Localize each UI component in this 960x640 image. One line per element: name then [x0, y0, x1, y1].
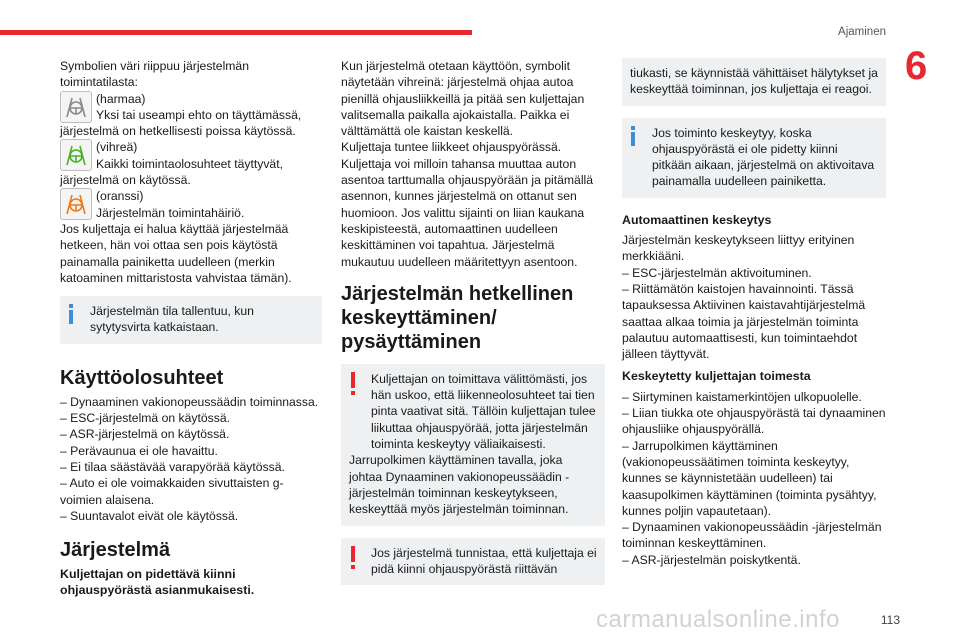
info-note-text: Järjestelmän tila tallentuu, kun sytytysvirta katkaistaan.: [90, 304, 254, 335]
driver-item: – Liian tiukka ote ohjauspyörästä tai dynaaminen ohjausliike ohjauspyörällä.: [622, 406, 886, 437]
driver-item: – Siirtyminen kaistamerkintöjen ulkopuolelle.: [622, 389, 862, 404]
info-icon: [630, 126, 636, 146]
condition-item: – Perävaunua ei ole havaittu.: [60, 443, 218, 458]
steering-lane-icon-grey: [60, 91, 92, 123]
icon-description: Kaikki toimintaolosuhteet täyttyvät,: [96, 156, 283, 171]
condition-item: – Ei tilaa säästävää varapyörää käytössä.: [60, 459, 285, 474]
driver-item: – ASR-järjestelmän poiskytkentä.: [622, 552, 801, 567]
symbol-intro: Symbolien väri riippuu järjestelmän toimintatilasta:: [60, 59, 249, 90]
column-middle: [341, 58, 605, 585]
steering-lane-icon-orange: [60, 188, 92, 220]
watermark-text: carmanualsonline.info: [596, 606, 840, 633]
icon-entry-green: [60, 139, 322, 172]
condition-item: – Suuntavalot eivät ole käytössä.: [60, 508, 239, 523]
condition-item: – Dynaaminen vakionopeussäädin toiminnassa.: [60, 394, 319, 409]
info-note: [60, 296, 322, 344]
column-right: [622, 58, 886, 568]
warning-note: [341, 364, 605, 526]
driver-item: – Dynaaminen vakionopeussäädin -järjestelmän toiminnan keskeyttäminen.: [622, 520, 882, 551]
header-accent-bar: [0, 30, 472, 35]
condition-item: – ESC-järjestelmä on käytössä.: [60, 411, 231, 426]
auto-item: – Riittämätön kaistojen havainnointi. Tässä tapauksessa Aktiivinen kaistavahtijärjestelmä saattaa alkaa toimia ja järjestelmän toiminta palautuu automaattisesti, kun toimintaehdot jälleen täyttyvät.: [622, 281, 866, 362]
heading-auto-pause: Automaattinen keskeytys: [622, 212, 772, 227]
activation-paragraph: Kun järjestelmä otetaan käyttöön, symbolit näytetään vihreinä: järjestelmä ohjaa autoa pienillä ohjausliikkeillä ja pitää sen kuljettajan valitsemalla paikalla ajokaistalla. Paikka ei välttämättä ole kaistan keskellä.: [341, 59, 585, 139]
icon-color-label: (oranssi): [96, 189, 144, 204]
icon-color-label: (harmaa): [96, 91, 146, 106]
info-note: [622, 118, 886, 198]
disable-paragraph: Jos kuljettaja ei halua käyttää järjestelmää hetkeen, hän voi ottaa sen pois käytöstä painamalla painiketta uudelleen (merkin katoaminen mittaristosta vahvistaa tämän).: [60, 221, 292, 285]
driver-item: – Jarrupolkimen käyttäminen (vakionopeussäätimen toiminta keskeytyy, kunnes se käynnistetään uudelleen) tai kaasupolkimen käyttäminen (toiminta pysähtyy, kunnes poljin vapautetaan).: [622, 438, 877, 518]
warning-text: Jos järjestelmä tunnistaa, että kuljettaja ei pidä kiinni ohjauspyörästä riittävän: [371, 545, 597, 576]
icon-description: Yksi tai useampi ehto on täyttämässä,: [96, 107, 302, 122]
heading-system: Järjestelmä: [60, 539, 171, 562]
icon-entry-grey: [60, 91, 322, 124]
warning-note: [341, 538, 605, 586]
auto-intro: Järjestelmän keskeytykseen liittyy erityinen merkkiääni.: [622, 233, 855, 264]
icon-description: Järjestelmän toimintahäiriö.: [96, 205, 245, 220]
warning-text-cont: Jarrupolkimen käyttäminen tavalla, joka johtaa Dynaaminen vakionopeussäädin -järjestelmän toiminnan keskeytykseen, keskeyttää myös järjestelmän toiminnan.: [349, 453, 570, 517]
heading-pause-stop: Järjestelmän hetkellinen keskeyttäminen/ pysäyttäminen: [341, 282, 574, 353]
info-note-text: Jos toiminto keskeytyy, koska ohjauspyörästä ei ole pidetty kiinni pitkään aikaan, järjestelmä on aktivoitava painamalla uudelleen painiketta.: [652, 125, 875, 189]
icon-color-label: (vihreä): [96, 140, 138, 155]
warning-note-continued: [622, 58, 886, 106]
warning-text-cont: tiukasti, se käynnistää vähittäiset hälytykset ja keskeyttää toiminnan, jos kuljettaja ei reagoi.: [630, 66, 878, 97]
section-title: Ajaminen: [838, 26, 886, 38]
icon-description-cont: järjestelmä on käytössä.: [60, 173, 191, 188]
warning-icon: [351, 546, 355, 569]
system-bold-note: Kuljettajan on pidettävä kiinni ohjauspyörästä asianmukaisesti.: [60, 567, 255, 598]
feel-paragraph: Kuljettaja tuntee liikkeet ohjauspyörässä.: [341, 140, 562, 155]
icon-description-cont: järjestelmä on hetkellisesti poissa käytössä.: [60, 124, 296, 139]
warning-icon: [351, 372, 355, 395]
column-left: [60, 58, 322, 599]
condition-item: – ASR-järjestelmä on käytössä.: [60, 427, 230, 442]
page-number: 113: [880, 613, 900, 627]
info-icon: [68, 304, 74, 324]
condition-item: – Auto ei ole voimakkaiden sivuttaisten g-voimien alaisena.: [60, 476, 284, 507]
steering-lane-icon-green: [60, 139, 92, 171]
auto-item: – ESC-järjestelmän aktivoituminen.: [622, 265, 812, 280]
chapter-number: 6: [905, 44, 928, 88]
icon-entry-orange: [60, 188, 322, 221]
position-paragraph: Kuljettaja voi milloin tahansa muuttaa auton asentoa tarttumalla ohjauspyörään ja pitämällä asennon, kunnes järjestelmä on ottanut sen huomioon. Jos valittu sijainti on liian kaukana keskipisteestä, automaattinen uudelleen keskittäminen voi tapahtua. Järjestelmä mukautuu uudelleen määritettyyn asentoon.: [341, 156, 594, 269]
warning-text: Kuljettajan on toimittava välittömästi, jos hän uskoo, että liikenneolosuhteet tai tien pinta vaativat sitä. Tällöin kuljettajan tulee liikuttaa ohjauspyörää, jotta järjestelmän toiminta keskeytyy väliaikaisesti.: [371, 371, 596, 452]
heading-conditions: Käyttöolosuhteet: [60, 366, 224, 389]
heading-driver-pause: Keskeytetty kuljettajan toimesta: [622, 369, 811, 384]
